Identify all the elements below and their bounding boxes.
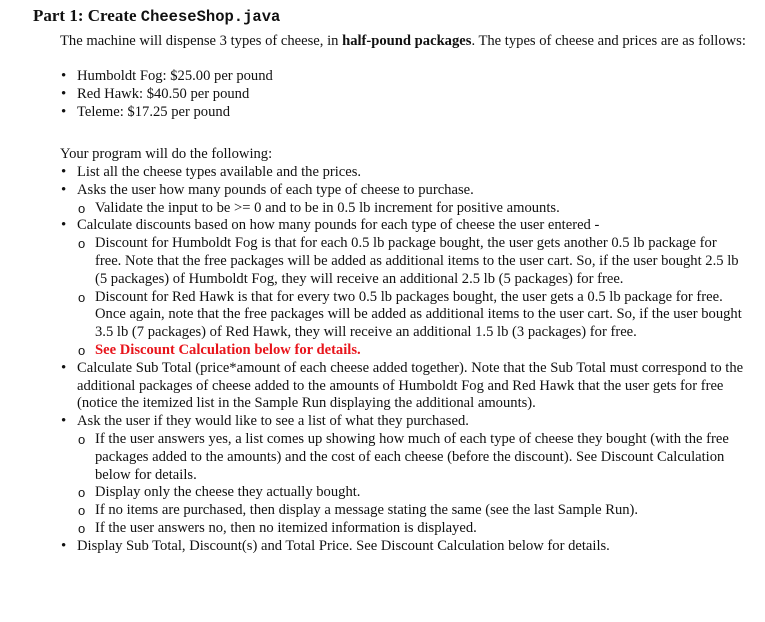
intro-paragraph	[60, 33, 750, 51]
ask-pounds-sublist	[77, 200, 745, 218]
see-discount-note	[77, 342, 745, 360]
requirements-list	[60, 164, 745, 556]
step-ask-pounds	[60, 182, 745, 218]
step-list-cheeses-text: List all the cheese types available and the prices.	[77, 164, 362, 180]
step-calc-discounts	[60, 217, 745, 359]
heading-prefix: Part 1: Create	[33, 6, 141, 25]
discount-humboldt-fog: o Discount for Humboldt Fog is that for each 0.5 lb package bought, the user gets another 0.5 lb package for free. Note that the free packages will be added as additional items to the user cart. So, if the user bought 2.5 lb (5 packages) of Humboldt Fog, they will receive an additional 2.5 lb (5 packages) for free.	[77, 235, 745, 288]
step-calc-discounts-text: Calculate discounts based on how many pounds for each type of cheese the user entered -	[77, 217, 600, 234]
step-ask-list-text: Ask the user if they would like to see a list of what they purchased.	[77, 413, 469, 430]
heading-filename: CheeseShop.java	[140, 8, 281, 26]
step-display-totals-text: Display Sub Total, Discount(s) and Total Price. See Discount Calculation below for details.	[77, 537, 610, 554]
program-intro: Your program will do the following:	[60, 146, 273, 162]
step-ask-pounds-text: Asks the user how many pounds of each type of cheese to purchase.	[77, 181, 474, 198]
intro-text-after: . The types of cheese and prices are as follows:	[471, 33, 746, 49]
if-user-answers-yes: o If the user answers yes, a list comes up showing how much of each type of cheese they bought (with the free packages added to the amounts) and the cost of each cheese (before the discount). See Discount Calculation below for details.	[77, 431, 745, 484]
see-discount-note-text: See Discount Calculation below for details.	[95, 341, 361, 358]
step-display-totals	[60, 538, 745, 556]
step-list-cheeses	[60, 164, 745, 182]
step-calc-subtotal-text: Calculate Sub Total (price*amount of each cheese added together). Note that the Sub Total must correspond to the additional packages of cheese added to the amounts of Humboldt Fog and Red Hawk that the user gets for free (notice the itemized list in the Sample Run displaying the additional amounts).	[77, 359, 744, 412]
cheese-item-humboldt: • Humboldt Fog: $25.00 per pound	[60, 68, 745, 86]
step-validate-input: o Validate the input to be >= 0 and to be in 0.5 lb increment for positive amounts.	[77, 200, 745, 218]
discount-red-hawk: o Discount for Red Hawk is that for every two 0.5 lb packages bought, the user gets a 0.5 lb package for free. Once again, note that the free packages will be added as additional items to the user cart. So, if the user bought 3.5 lb (7 packages) of Red Hawk, they will receive an additional 1.5 lb (3 packages) for free.	[77, 289, 745, 342]
ask-list-sublist	[77, 431, 745, 538]
intro-text-bold: half-pound packages	[342, 33, 472, 49]
if-no-items: o If no items are purchased, then display a message stating the same (see the last Sample Run).	[77, 502, 745, 520]
discounts-sublist	[77, 235, 745, 360]
intro-text-before: The machine will dispense 3 types of cheese, in	[60, 33, 343, 49]
step-calc-subtotal	[60, 360, 745, 413]
part-heading	[33, 7, 280, 27]
if-user-answers-no: o If the user answers no, then no itemized information is displayed.	[77, 520, 745, 538]
display-only-bought: o Display only the cheese they actually bought.	[77, 484, 745, 502]
cheese-price-list	[60, 68, 745, 121]
cheese-item-teleme: • Teleme: $17.25 per pound	[60, 104, 745, 122]
step-ask-list	[60, 413, 745, 538]
cheese-item-redhawk: • Red Hawk: $40.50 per pound	[60, 86, 745, 104]
